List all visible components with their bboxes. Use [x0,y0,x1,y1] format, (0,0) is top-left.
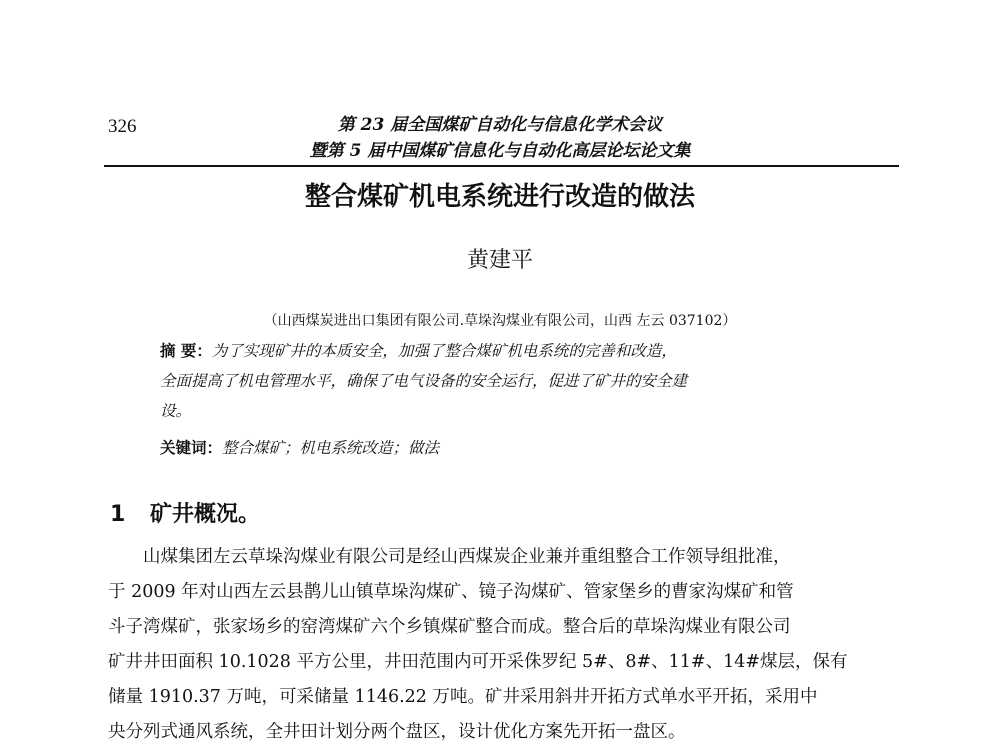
page-number: 326 [108,116,137,137]
abstract-text: 为了实现矿井的本质安全，加强了整合煤矿机电系统的完善和改造， [211,342,677,360]
body-line: 于 2009 年对山西左云县鹊儿山镇草垛沟煤矿、镜子沟煤矿、管家堡乡的曹家沟煤矿和管 [108,582,794,602]
section-title: 矿井概况。 [150,502,261,527]
author-affiliation: （山西煤炭进出口集团有限公司.草垛沟煤业有限公司，山西 左云 037102） [263,313,737,329]
body-line: 矿井井田面积 10.1028 平方公里，井田范围内可开采侏罗纪 5#、8#、11#、14#煤层，保有 [108,652,848,672]
abstract-line [160,336,850,366]
body-line: 山煤集团左云草垛沟煤业有限公司是经山西煤炭企业兼并重组整合工作领导组批准， [143,547,791,567]
body-line: 斗子湾煤矿，张家场乡的窑湾煤矿六个乡镇煤矿整合而成。整合后的草垛沟煤业有限公司 [108,617,791,637]
section-body [108,540,903,750]
author-name: 黄建平 [466,248,533,273]
paper-title: 整合煤矿机电系统进行改造的做法 [304,182,695,212]
keywords [160,436,439,458]
body-line: 央分列式通风系统，全井田计划分两个盘区，设计优化方案先开拓一盘区。 [108,722,686,742]
conference-title-line-2: 暨第 5 届中国煤矿信息化与自动化高层论坛论文集 [309,141,691,161]
header-divider [104,165,899,167]
running-header [0,112,1000,164]
section-heading [110,497,260,528]
abstract [160,336,850,426]
conference-title-line-1: 第 23 届全国煤矿自动化与信息化学术会议 [337,115,663,135]
section-number: 1 [110,502,126,527]
abstract-label: 摘 要： [160,342,212,360]
keywords-label: 关键词： [160,439,223,457]
abstract-line: 全面提高了机电管理水平，确保了电气设备的安全运行，促进了矿井的安全建 [160,372,688,390]
keywords-text: 整合煤矿；机电系统改造；做法 [222,439,440,457]
abstract-line: 设。 [160,402,192,420]
body-line: 储量 1910.37 万吨，可采储量 1146.22 万吨。矿井采用斜井开拓方式单水平开拓，采用中 [108,687,818,707]
